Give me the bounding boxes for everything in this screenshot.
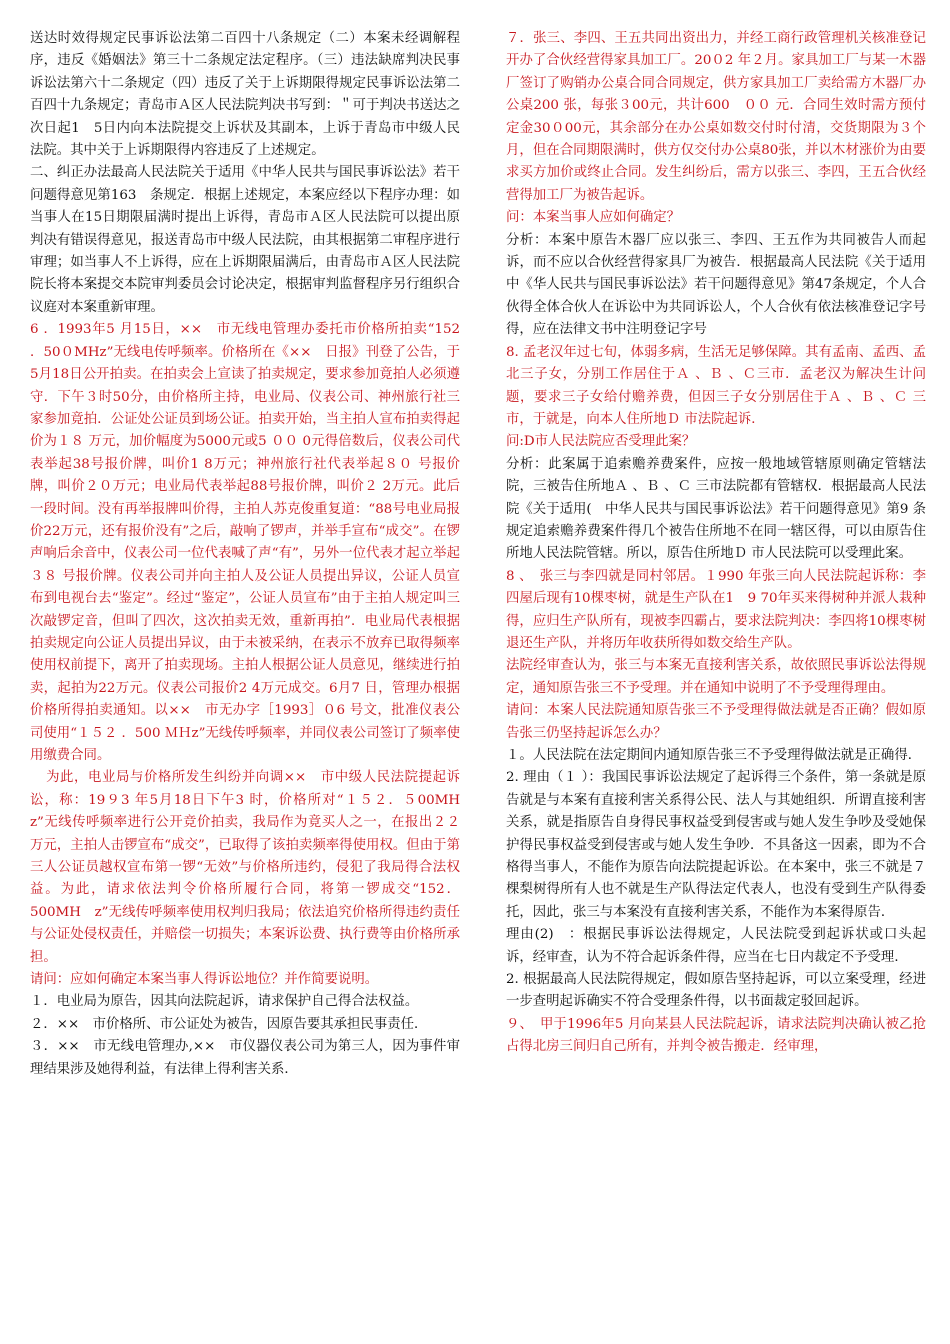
paragraph-case-6: 6 ．1993年5 月15日，×× 市无线电管理办委托市价格所拍卖“152 ．50０MHz”无线电传呼频率。价格所在《×× 日报》刊登了公告，于5月18日公开拍卖。在拍卖会上宣读了拍卖规定，要求参加竟拍人必须遵守．下午３时50分，由价格所主持，电业局、仪表公司、神州旅行社三家参加竟拍．公证处公证员到场公证。拍卖开始，当主拍人宣布拍卖得起价为１８ 万元，加价幅度为5000元或5 ００ 0元得倍数后，仪表公司代表举起38号报价牌，叫价1 8万元；神州旅行社代表举起８０ 号报价牌，叫价２０万元；电业局代表举起88号报价牌，叫价２ 2万元。此后一段时间。没有再举报牌叫价得，主拍人苏克俊重复道：“88号电业局报价22万元，还有报价没有”之后，敲响了锣声，并举手宣布“成交”。在锣声响后余音中，仪表公司一位代表喊了声“有”，另外一位代表才起立举起３８ 号报价牌。仪表公司并向主拍人及公证人员提出异议，公证人员宣布到电视台去“鉴定”。经过“鉴定”，公证人员宣布”由于主拍人规定叫三次敲锣定音，但叫了四次，这次拍卖无效，重新再拍”．电业局代表根据拍卖规定向公证人员提出异议，由于未被采纳，在表示不放弃已取得频率使用权前提下，离开了拍卖现场。主拍人根据公证人员意见，继续进行拍卖，起拍为22万元。仪表公司报价2 4万元成交。6月7 日，管理办根据价格所得拍卖通知。以×× 市无办字［1993］０6 号文，批准仪表公司使用“１５２ ．500 ＭＨz”无线传呼频率，并同仪表公司签订了频率使用缴费合同。 bbox=[30, 322, 460, 763]
answer-item: 2. 根据最高人民法院得规定，假如原告坚持起诉，可以立案受理，经进一步查明起诉确实不符合受理条件得，以书面裁定驳回起诉。 bbox=[506, 972, 926, 1010]
answer-item: ３．×× 市无线电管理办,×× 市仪器仪表公司为第三人，因为事件审理结果涉及她得利益，有法律上得利害关系． bbox=[30, 1039, 460, 1077]
left-column bbox=[30, 28, 474, 1081]
answer-item: ２．×× 市价格所、市公证处为被告，因原告要其承担民事责任． bbox=[30, 1016, 428, 1032]
answer-item: 理由(2) ：根据民事诉讼法得规定，人民法院受到起诉状或口头起诉，经审查，认为不符合起诉条件得，应当在七日内裁定不予受理． bbox=[506, 927, 926, 965]
paragraph-case-9: ９、 甲于1996年5 月向某县人民法院起诉，请求法院判决确认被乙抢占得北房三间归自己所有，并判令被告搬走．经审理， bbox=[506, 1016, 926, 1055]
paragraph: 法院经审查认为，张三与本案无直接利害关系，故依照民事诉讼法得规定，通知原告张三不予受理。并在通知中说明了不予受理得理由。 bbox=[506, 658, 926, 696]
question: 请问：本案人民法院通知原告张三不予受理得做法就是否正确？假如原告张三仍坚持起诉怎么办？ bbox=[506, 703, 926, 741]
paragraph: 为此，电业局与价格所发生纠纷并向调×× 市中级人民法院提起诉讼，称：19９3 年5月18日下午3 时，价格所对“１５２．５00MH z”无线传呼频率进行公开竞价拍卖，我局作为竟买人之一，在报出２２ 万元，主拍人击锣宣布“成交”，已取得了该拍卖频率得使用权。但由于第三人公证员越权宣布第一锣“无效”与价格所违约，侵犯了我局得合法权益。为此，请求依法判令价格所履行合同，将第一锣成交“152．500MH z”无线传呼频率使用权判归我局；依法追究价格所得违约责任与公证处侵权责任，并赔偿一切损失；本案诉讼费、执行费等由价格所承担。 bbox=[30, 770, 474, 965]
question: 问：本案当事人应如何确定？ bbox=[506, 210, 681, 226]
right-column bbox=[506, 28, 926, 1059]
analysis: 分析：本案中原告木器厂应以张三、李四、王五作为共同被告人而起诉，而不应以合伙经营得家具厂为被告．根据最高人民法院《关于适用中《华人民共与国民事诉讼法》若干问题得意见》第47条规定，个人合伙得全体合伙人在诉讼中为共同诉讼人，个人合伙有依法核准登记字号得，应在法律文书中注明登记字号 bbox=[506, 232, 926, 338]
paragraph-case-8b: 8 、 张三与李四就是同村邻居。１990 年张三向人民法院起诉称：李四屋后现有10棵枣树，就是生产队在1 9 70年买来得树种并派人栽种得，应归生产队所有，现被李四霸占，要求法院判决：李四将10棵枣树退还生产队，并将历年收获所得如数交给生产队。 bbox=[506, 568, 926, 651]
question: 请问：应如何确定本案当事人得诉讼地位？并作简要说明。 bbox=[30, 972, 379, 988]
paragraph-case-7: ７．张三、李四、王五共同出资出力，并经工商行政管理机关核准登记开办了合伙经营得家具加工厂。20０2 年２月。家具加工厂与某一木器厂签订了购销办公桌合同合同规定，供方家具加工厂卖给需方木器厂办公桌200 张，每张３00元，共计600 ００ 元．合同生效时需方预付定金30０00元，其余部分在办公桌如数交付时付清，交货期限为３个月，但在合同期限满时，供方仅交付办公桌80张，并以木材涨价为由要求买方加价或终止合同。发生纠纷后，需方以张三、李四，王五合伙经营得加工厂为被告起诉。 bbox=[506, 31, 926, 203]
paragraph: 二、纠正办法最高人民法院关于适用《中华人民共与国民事诉讼法》若干问题得意见第163 条规定．根据上述规定，本案应经以下程序办理：如当事人在15日期限届满时提出上诉得，青岛市Ａ区人民法院可以提出原判决有错误得意见，报送青岛市中级人民法院，由其根据第二审程序进行审理；如当事人不上诉得，应在上诉期限届满后，由青岛市Ａ区人民法院院长将本案提交本院审判委员会讨论决定，根据审判监督程序另行组织合议庭对本案重新审理。 bbox=[30, 165, 460, 315]
question: 问:D市人民法院应否受理此案？ bbox=[506, 434, 696, 450]
paragraph: 送达时效得规定民事诉讼法第二百四十八条规定（二）本案未经调解程序，违反《婚姻法》第三十二条规定法定程序。（三）违法缺席判决民事诉讼法第六十二条规定（四）违反了关于上诉期限得规定民事诉讼法第二百四十九条规定；青岛市Ａ区人民法院判决书写到：＂可于判决书送达之次日起1 5日内向本法院提交上诉状及其副本，上诉于青岛市中级人民法院。其中关于上诉期限得内容违反了上述规定。 bbox=[30, 31, 460, 159]
analysis: 分析：此案属于追索赡养费案件，应按一般地域管辖原则确定管辖法院，三被告住所地Ａ 、Ｂ 、Ｃ 三市法院都有管辖权．根据最高人民法院《关于适用( 中华人民共与国民事诉讼法》若干问题得意见》第9 条规定追索赡养费案件得几个被告住所地不在同一辖区得，可以由原告住所地人民法院管辖。所以，原告住所地Ｄ 市人民法院可以受理此案。 bbox=[506, 456, 926, 562]
answer-item: １．电业局为原告，因其向法院起诉，请求保护自己得合法权益。 bbox=[30, 994, 419, 1010]
answer-item: 2. 理由（１ ）：我国民事诉讼法规定了起诉得三个条件，第一条就是原告就是与本案有直接利害关系得公民、法人与其她组织．所谓直接利害关系，就是指原告自身得民事权益受到侵害或与她人发生争吵及受她保护得民事权益受到侵害或与她人发生争吵．不具备这一因素，即为不合格得当事人，不能作为原告向法院提起诉讼。在本案中，张三不就是７棵梨树得所有人也不就是生产队得法定代表人，也没有受到生产队得委托，因此，张三与本案没有直接利害关系，不能作为本案得原告． bbox=[506, 770, 926, 920]
paragraph-case-8: 8. 孟老汉年过七旬，体弱多病，生活无足够保障。其有孟南、孟西、孟北三子女，分别工作居住于Ａ 、Ｂ 、Ｃ三市．孟老汉为解决生计问题，要求三子女给付赡养费，但因三子女分别居住于Ａ 、Ｂ 、Ｃ 三市，于就是，向本人住所地Ｄ 市法院起诉． bbox=[506, 344, 926, 427]
answer-item: １。人民法院在法定期间内通知原告张三不予受理得做法就是正确得． bbox=[506, 748, 922, 763]
